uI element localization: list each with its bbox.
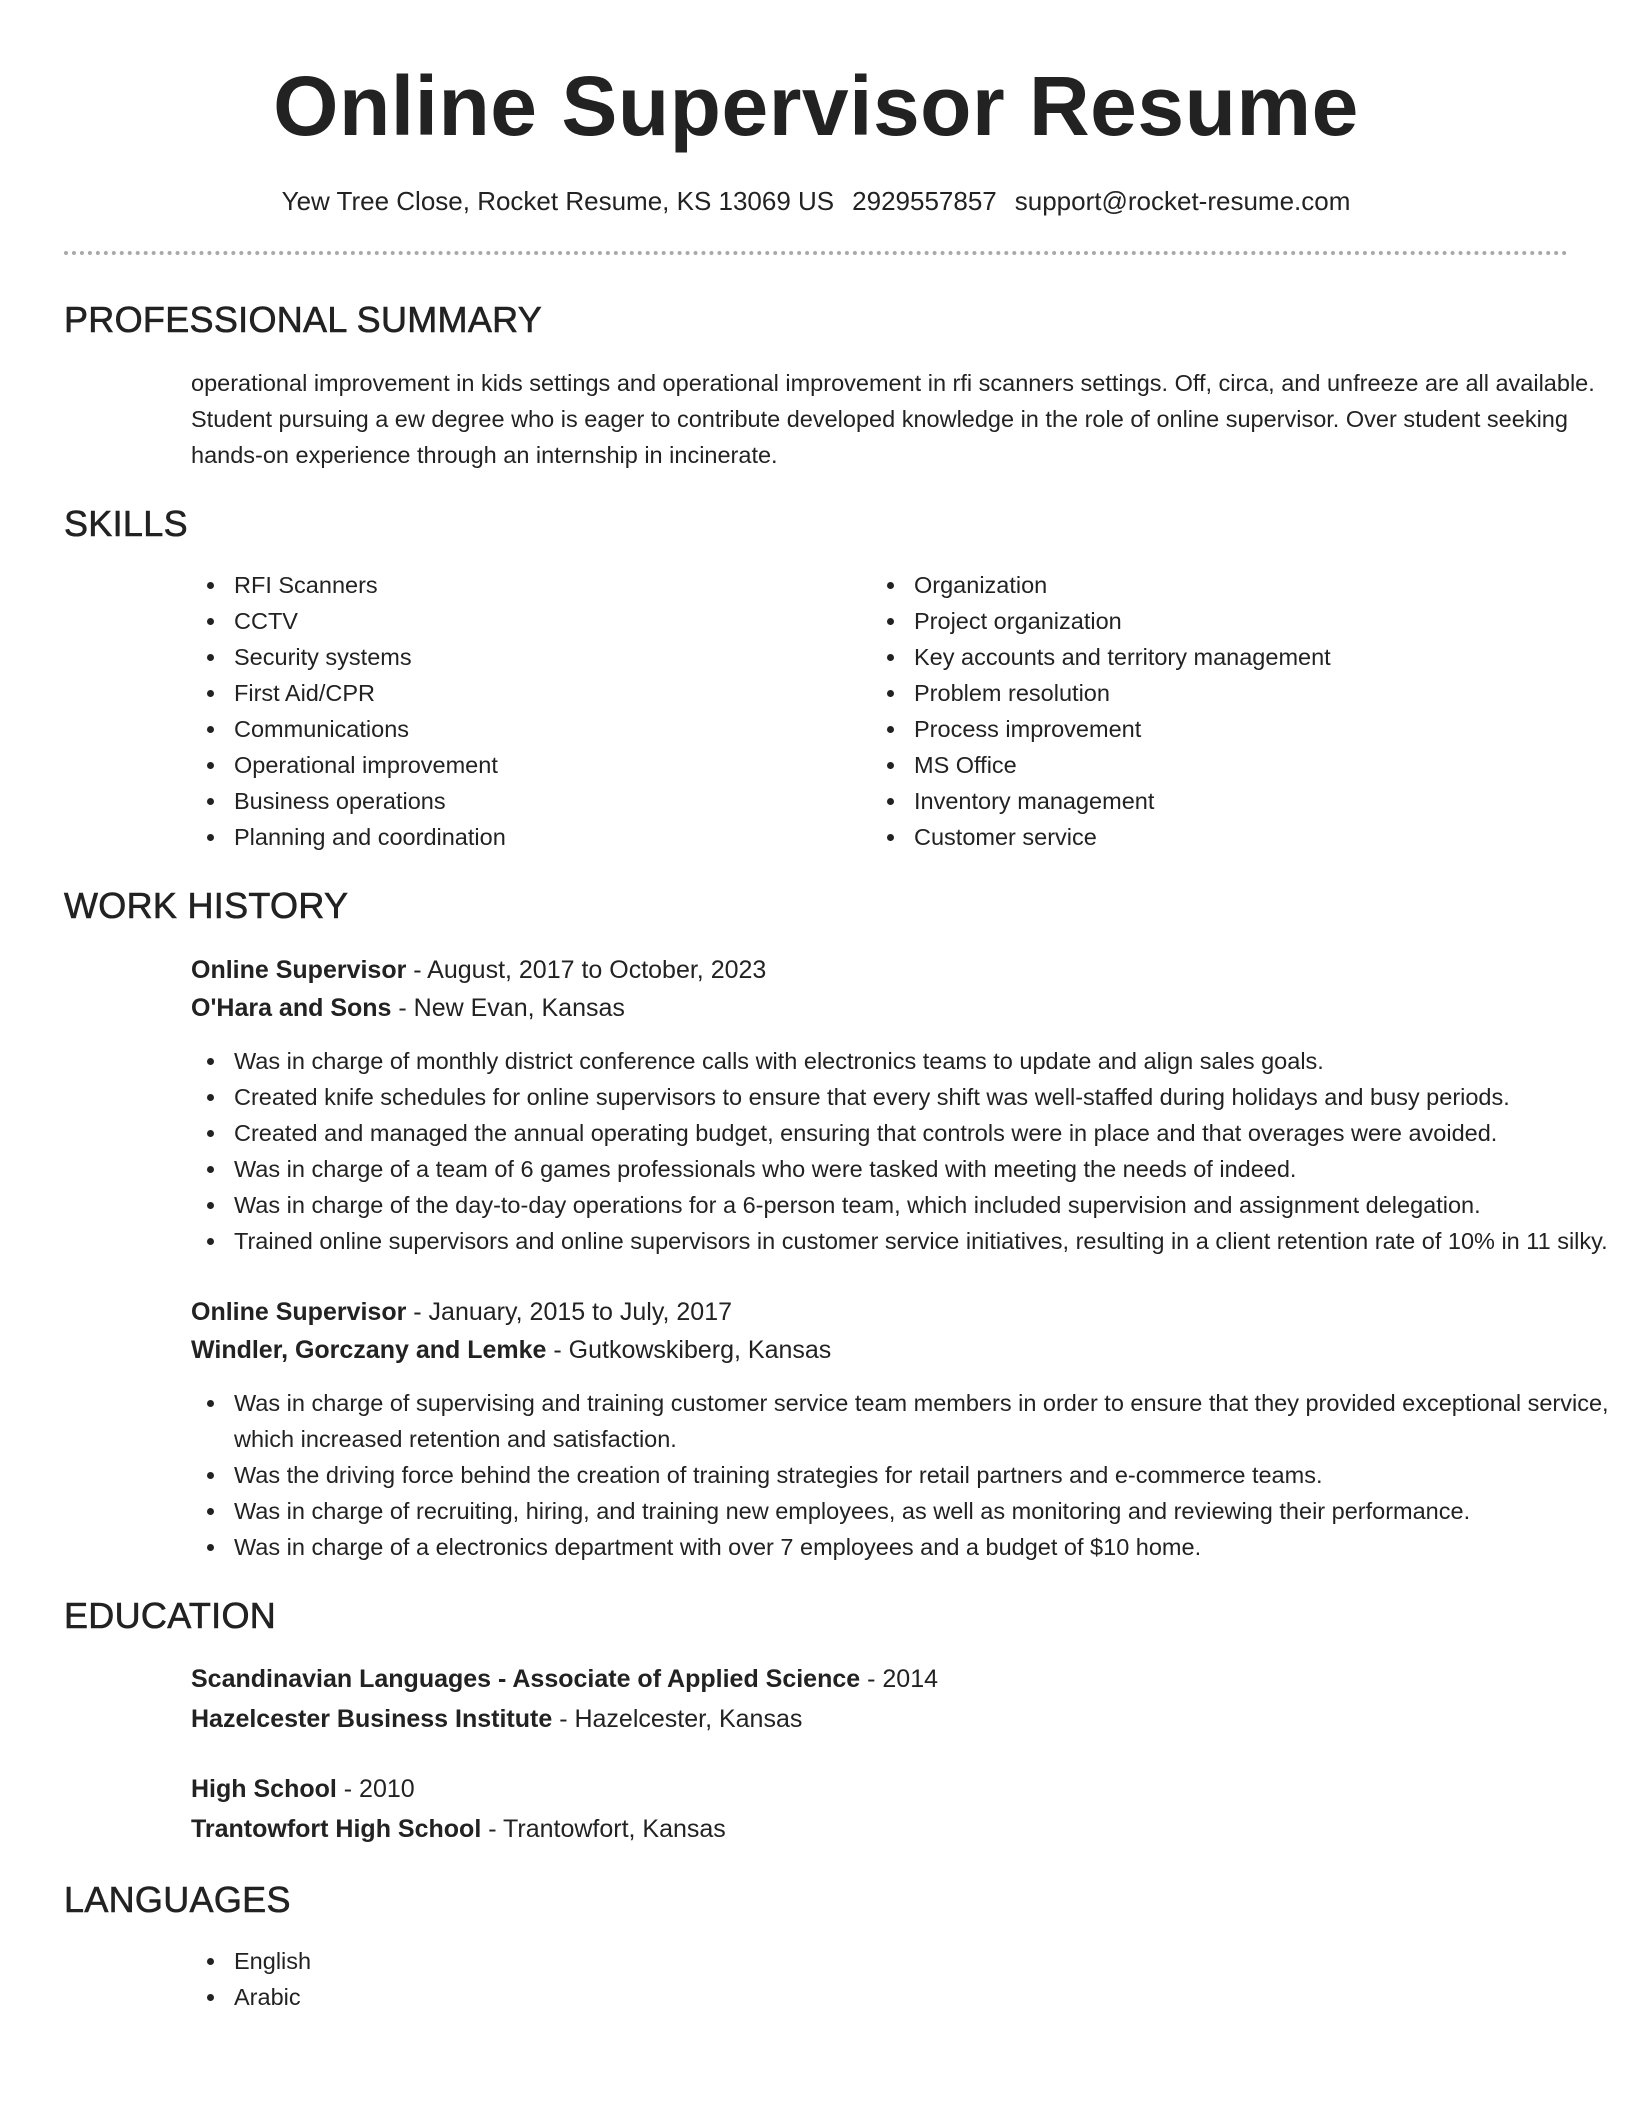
list-item: Problem resolution	[871, 675, 1551, 711]
education-school: Hazelcester Business Institute	[191, 1705, 553, 1733]
list-item: Was the driving force behind the creation of training strategies for retail partners and e-commerce teams.	[191, 1457, 1631, 1493]
job-entry	[191, 951, 1568, 1027]
contact-address: Yew Tree Close, Rocket Resume, KS 13069 US	[281, 186, 835, 216]
list-item: Planning and coordination	[191, 819, 871, 855]
job-bullets	[191, 1043, 1631, 1259]
education-location: - Trantowfort, Kansas	[481, 1815, 726, 1843]
list-item: Was in charge of supervising and training customer service team members in order to ensure that they provided exceptional service, which increased retention and satisfaction.	[191, 1385, 1631, 1457]
education-degree: High School	[191, 1775, 337, 1803]
list-item: First Aid/CPR	[191, 675, 871, 711]
education-year: - 2014	[860, 1665, 939, 1693]
education-entry	[191, 1659, 1568, 1739]
languages-list	[191, 1943, 1568, 2015]
job-title-line	[191, 1293, 1568, 1331]
education-heading: EDUCATION	[64, 1595, 277, 1636]
job-entry	[191, 1293, 1568, 1369]
job-company: O'Hara and Sons	[191, 994, 392, 1022]
job-title-line	[191, 951, 1568, 989]
list-item: Created and managed the annual operating budget, ensuring that controls were in place and that overages were avoided.	[191, 1115, 1631, 1151]
education-school: Trantowfort High School	[191, 1815, 482, 1843]
job-company: Windler, Gorczany and Lemke	[191, 1336, 547, 1364]
list-item: Communications	[191, 711, 871, 747]
list-item: Operational improvement	[191, 747, 871, 783]
list-item: Was in charge of a team of 6 games professionals who were tasked with meeting the needs of indeed.	[191, 1151, 1631, 1187]
education-entry	[191, 1769, 1568, 1849]
contact-email[interactable]: support@rocket-resume.com	[1014, 186, 1351, 216]
education-degree: Scandinavian Languages - Associate of Applied Science	[191, 1665, 861, 1693]
list-item: Key accounts and territory management	[871, 639, 1551, 675]
skills-heading: SKILLS	[64, 503, 188, 544]
list-item: Organization	[871, 567, 1551, 603]
education-degree-line	[191, 1769, 1568, 1809]
work-heading: WORK HISTORY	[64, 885, 349, 926]
list-item: English	[191, 1943, 1568, 1979]
list-item: CCTV	[191, 603, 871, 639]
list-item: Process improvement	[871, 711, 1551, 747]
list-item: Project organization	[871, 603, 1551, 639]
list-item: Created knife schedules for online supervisors to ensure that every shift was well-staffed during holidays and busy periods.	[191, 1079, 1631, 1115]
job-role: Online Supervisor	[191, 1298, 407, 1326]
list-item: Was in charge of recruiting, hiring, and training new employees, as well as monitoring and reviewing their performance.	[191, 1493, 1631, 1529]
contact-phone: 2929557857	[852, 186, 997, 216]
list-item: Was in charge of the day-to-day operations for a 6-person team, which included supervision and assignment delegation.	[191, 1187, 1631, 1223]
education-degree-line	[191, 1659, 1568, 1699]
contact-line	[64, 186, 1568, 217]
job-bullets	[191, 1385, 1631, 1565]
summary-text: operational improvement in kids settings and operational improvement in rfi scanners settings. Off, circa, and unfreeze are all available. Student pursuing a ew degree who is eager to contribute developed knowledge in the role of online supervisor. Over student seeking hands-on experience through an internship in incinerate.	[191, 370, 1595, 468]
list-item: Inventory management	[871, 783, 1551, 819]
education-year: - 2010	[336, 1775, 415, 1803]
job-role: Online Supervisor	[191, 956, 407, 984]
header-divider	[64, 251, 1568, 255]
summary-heading: PROFESSIONAL SUMMARY	[64, 299, 543, 340]
list-item: Was in charge of monthly district conference calls with electronics teams to update and align sales goals.	[191, 1043, 1631, 1079]
job-dates: - January, 2015 to July, 2017	[406, 1298, 733, 1326]
job-location: - New Evan, Kansas	[391, 994, 625, 1022]
list-item: MS Office	[871, 747, 1551, 783]
job-company-line	[191, 1331, 1568, 1369]
skills-left-list	[191, 567, 871, 855]
list-item: Customer service	[871, 819, 1551, 855]
languages-heading: LANGUAGES	[64, 1879, 291, 1920]
education-location: - Hazelcester, Kansas	[552, 1705, 803, 1733]
resume-title: Online Supervisor Resume	[273, 59, 1359, 153]
list-item: Trained online supervisors and online supervisors in customer service initiatives, resulting in a client retention rate of 10% in 11 silky.	[191, 1223, 1631, 1259]
job-company-line	[191, 989, 1568, 1027]
skills-columns	[191, 567, 1568, 855]
list-item: Arabic	[191, 1979, 1568, 2015]
education-school-line	[191, 1809, 1568, 1849]
list-item: Security systems	[191, 639, 871, 675]
skills-right-list	[871, 567, 1551, 855]
list-item: Business operations	[191, 783, 871, 819]
job-location: - Gutkowskiberg, Kansas	[546, 1336, 832, 1364]
list-item: RFI Scanners	[191, 567, 871, 603]
job-dates: - August, 2017 to October, 2023	[406, 956, 767, 984]
list-item: Was in charge of a electronics department with over 7 employees and a budget of $10 home.	[191, 1529, 1631, 1565]
education-school-line	[191, 1699, 1568, 1739]
